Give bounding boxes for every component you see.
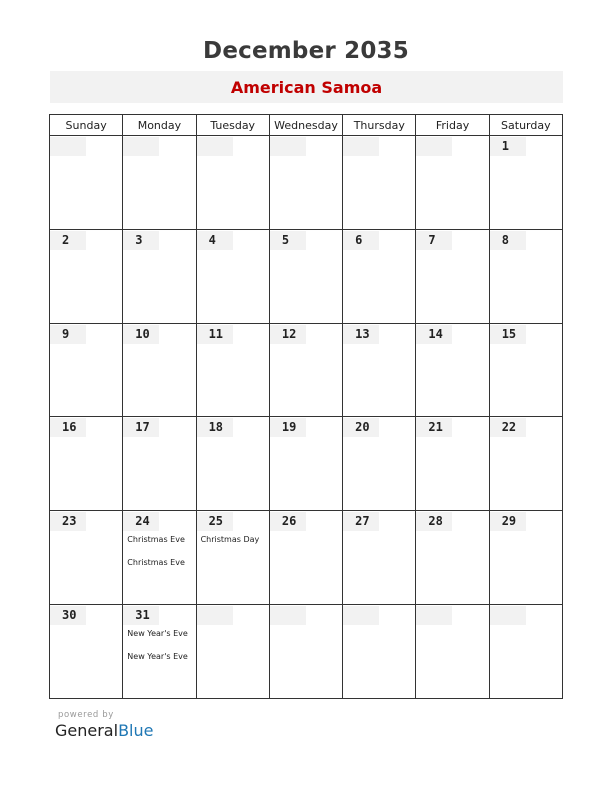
day-number: 17: [135, 420, 150, 435]
day-cell: [416, 136, 489, 230]
day-cell: [196, 511, 269, 605]
day-cell: [489, 511, 562, 605]
day-number: 27: [355, 514, 370, 529]
day-number: 31: [135, 608, 150, 623]
day-number: 8: [501, 232, 509, 247]
day-number: 7: [428, 232, 436, 247]
day-cell: [343, 417, 416, 511]
day-number-box: [416, 606, 452, 625]
event-list: [127, 534, 193, 580]
day-cell: [343, 511, 416, 605]
day-number-box: [123, 606, 159, 625]
region-banner: [50, 71, 563, 103]
day-number-box: [490, 418, 526, 437]
day-cell: [416, 229, 489, 323]
day-number-box: [490, 606, 526, 625]
day-number-box: [490, 231, 526, 250]
day-number-box: [416, 231, 452, 250]
day-cell: [343, 229, 416, 323]
weekday-header: Wednesday: [269, 115, 342, 136]
day-cell: [269, 417, 342, 511]
day-number-box: [50, 231, 86, 250]
day-cell: [196, 417, 269, 511]
day-number-box: [416, 512, 452, 531]
event-list: [201, 534, 267, 557]
day-cell: [489, 323, 562, 417]
weekday-header: Monday: [123, 115, 196, 136]
day-number: 20: [355, 420, 370, 435]
day-number-box: [197, 512, 233, 531]
day-number-box: [197, 231, 233, 250]
day-number: 18: [208, 420, 224, 435]
day-number-box: [270, 231, 306, 250]
week-row: [50, 417, 563, 511]
day-number-box: [197, 606, 233, 625]
day-number: 5: [281, 232, 290, 247]
day-number: 11: [208, 326, 224, 341]
day-number-box: [123, 231, 159, 250]
day-cell: [343, 605, 416, 699]
day-cell: [123, 511, 196, 605]
day-cell: [489, 417, 562, 511]
day-number-box: [490, 137, 526, 156]
weekday-header: Saturday: [489, 115, 562, 136]
day-cell: [50, 323, 123, 417]
day-cell: [50, 136, 123, 230]
holiday-label: Christmas Eve: [127, 558, 185, 568]
day-cell: [123, 417, 196, 511]
day-number-box: [50, 137, 86, 156]
week-row: [50, 136, 563, 230]
brand-name-part1: General: [55, 721, 119, 740]
day-number: 13: [355, 326, 370, 341]
day-number-box: [123, 137, 159, 156]
week-row: [50, 605, 563, 699]
day-number: 30: [62, 608, 77, 623]
week-row: [50, 511, 563, 605]
day-cell: [196, 605, 269, 699]
day-number-box: [197, 325, 233, 344]
day-cell: [489, 136, 562, 230]
day-number: 19: [281, 420, 297, 435]
day-cell: [489, 229, 562, 323]
day-number-box: [123, 512, 159, 531]
day-cell: [196, 323, 269, 417]
day-cell: [416, 417, 489, 511]
brand-name-part2: Blue: [118, 721, 154, 740]
day-number-box: [416, 418, 452, 437]
day-number-box: [416, 137, 452, 156]
day-number-box: [123, 418, 159, 437]
day-cell: [123, 605, 196, 699]
day-number-box: [416, 325, 452, 344]
day-number: 10: [135, 326, 150, 341]
day-cell: [416, 511, 489, 605]
day-cell: [269, 605, 342, 699]
day-number: 6: [355, 232, 363, 247]
day-number-box: [343, 231, 379, 250]
holiday-label: New Year's Eve: [127, 629, 188, 639]
day-number-box: [50, 512, 86, 531]
day-cell: [269, 229, 342, 323]
day-cell: [416, 323, 489, 417]
day-number-box: [270, 606, 306, 625]
holiday-label: Christmas Day: [200, 535, 260, 545]
week-row: [50, 229, 563, 323]
calendar-title: December 2035: [203, 38, 409, 64]
day-number: 4: [208, 232, 216, 247]
day-cell: [269, 511, 342, 605]
day-number-box: [343, 606, 379, 625]
day-cell: [489, 605, 562, 699]
day-number: 24: [135, 514, 150, 529]
day-number-box: [50, 418, 86, 437]
day-number: 2: [62, 232, 70, 247]
day-number-box: [343, 418, 379, 437]
day-number: 25: [208, 514, 224, 529]
day-cell: [50, 417, 123, 511]
day-number-box: [343, 512, 379, 531]
day-number-box: [343, 325, 379, 344]
day-cell: [50, 605, 123, 699]
weekday-header: Friday: [416, 115, 489, 136]
day-cell: [343, 136, 416, 230]
day-cell: [196, 229, 269, 323]
holiday-label: New Year's Eve: [127, 652, 188, 662]
day-cell: [196, 136, 269, 230]
day-number-box: [123, 325, 159, 344]
day-number-box: [490, 512, 526, 531]
day-number: 16: [62, 420, 77, 435]
day-number: 28: [428, 514, 443, 529]
day-cell: [50, 229, 123, 323]
day-number-box: [270, 418, 306, 437]
day-number-box: [490, 325, 526, 344]
day-cell: [269, 323, 342, 417]
day-number: 15: [501, 326, 517, 341]
day-cell: [343, 323, 416, 417]
day-number-box: [50, 606, 86, 625]
day-cell: [123, 323, 196, 417]
day-cell: [50, 511, 123, 605]
day-number-box: [343, 137, 379, 156]
day-number: 21: [428, 420, 443, 435]
weekday-header: Sunday: [50, 115, 123, 136]
day-number: 29: [501, 514, 517, 529]
week-row: [50, 323, 563, 417]
day-number-box: [270, 137, 306, 156]
day-number: 22: [501, 420, 517, 435]
day-number-box: [197, 418, 233, 437]
day-number: 26: [281, 514, 297, 529]
day-number: 1: [501, 139, 509, 153]
day-number: 23: [62, 514, 77, 529]
brand-logo: [55, 721, 153, 740]
calendar-body: [50, 136, 563, 699]
day-number-box: [270, 512, 306, 531]
day-number: 3: [135, 232, 143, 247]
region-name: American Samoa: [230, 78, 383, 97]
day-cell: [269, 136, 342, 230]
day-number-box: [197, 137, 233, 156]
weekday-header-row: [50, 115, 563, 136]
day-cell: [416, 605, 489, 699]
day-number: 12: [281, 326, 297, 341]
holiday-label: Christmas Eve: [127, 535, 185, 545]
event-list: [127, 628, 193, 674]
day-number-box: [270, 325, 306, 344]
day-cell: [123, 136, 196, 230]
day-number: 9: [62, 326, 70, 341]
day-number-box: [50, 325, 86, 344]
day-cell: [123, 229, 196, 323]
weekday-header: Tuesday: [196, 115, 269, 136]
weekday-header: Thursday: [343, 115, 416, 136]
powered-by-text: powered by: [58, 710, 114, 720]
calendar-grid: [49, 114, 563, 699]
day-number: 14: [428, 326, 443, 341]
